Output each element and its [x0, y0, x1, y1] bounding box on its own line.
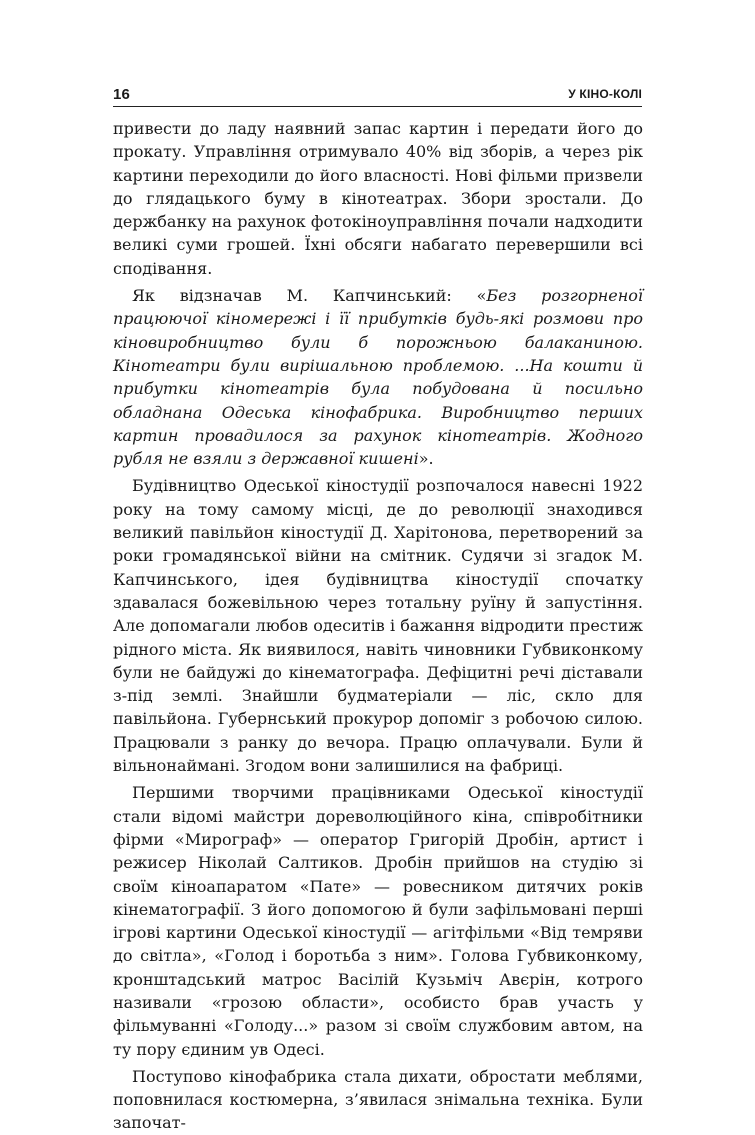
paragraph-construction: Будівництво Одеської кіностудії розпочалося навесні 1922 року на тому самому місці, де до революції знаходився великий павільйон кіностудії Д. Харітонова, перетворений за роки громадянської війни на смітник. Судячи зі згадок М. Капчинського, ідея будівництва кіностудії спочатку здавалася божевільною через тотальну руїну й запустіння. Але допомагали любов одеситів і бажання відродити престиж рідного міста. Як виявилося, навіть чиновники Губвиконкому були не байдужі до кінематографа. Дефіцитні речі діставали з-під землі. Знайшли будматеріали — ліс, скло для павільйона. Губернський прокурор допоміг з робочою силою. Працювали з ранку до вечора. Працю оплачували. Були й вільнонаймані. Згодом вони залишилися на фабриці. — [113, 476, 643, 776]
paragraph-first-workers: Першими творчими працівниками Одеської кіностудії стали відомі майстри дореволюційного кіна, співробітники фірми «Мирограф» — оператор Григорій Дробін, артист і режисер Ніколай Салтиков. Дробін прийшов на студію зі своїм кіноапаратом «Пате» — ровесником дитячих років кінематографії. З його допомогою й були зафільмовані перші ігрові картини Одеської кіностудії — агітфільми «Від темряви до світла», «Голод і боротьба з ним». Голова Губвиконкому, кронштадський матрос Васілій Кузьміч Авєрін, котрого називали «грозою области», особисто брав участь у фільмуванні «Голоду...» разом зі своїм службовим автом, на ту пору єдиним ув Одесі. — [113, 783, 643, 1059]
page-header — [113, 84, 642, 107]
paragraph-continued: привести до ладу наявний запас картин і передати його до прокату. Управління отримувало 40% від зборів, а через рік картини переходили до його власності. Нові фільми призвели до глядацького буму в кінотеатрах. Збори зростали. До держбанку на рахунок фотокіноуправління почали надходити великі суми грошей. Їхні обсяги набагато перевершили всі сподівання. — [113, 119, 643, 278]
quote-text: Без розгорненої працюючої кіномережі і її прибутків будь-які розмови про кіновиробництво були б порожньою балаканиною. Кінотеатри були вирішальною проблемою. ...На кошти й прибутки кінотеатрів була побудована й посильно обладнана Одеська кінофабрика. Виробництво перших картин провадилося за рахунок кінотеатрів. Жодного рубля не взяли з державної кишені — [113, 286, 644, 469]
body-text — [113, 117, 643, 1135]
quote-lead: Як відзначав М. Капчинський: « — [132, 286, 487, 306]
running-title: У КІНО-КОЛІ — [568, 87, 642, 101]
quote-tail: ». — [418, 449, 434, 469]
paragraph-gradually: Поступово кінофабрика стала дихати, обростати меблями, поповнилася костюмерна, з’явилася знімальна техніка. Були започат- — [113, 1066, 643, 1133]
page-number: 16 — [113, 86, 131, 103]
paragraph-quote — [113, 284, 643, 470]
